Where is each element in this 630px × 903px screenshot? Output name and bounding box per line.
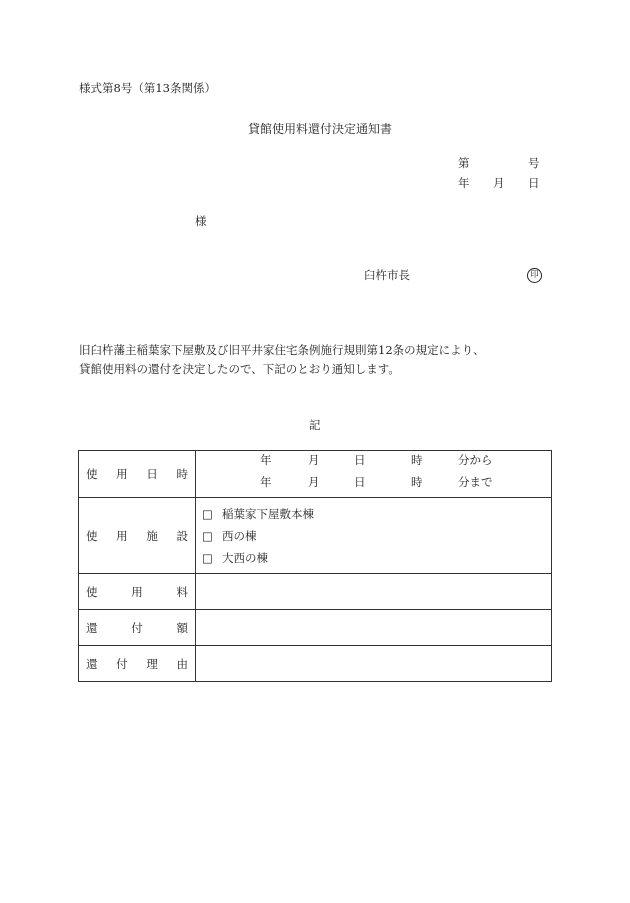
label-char: 使	[86, 528, 98, 543]
label-facility	[79, 528, 195, 544]
label-cell	[79, 498, 196, 574]
label-cell	[79, 451, 196, 498]
dt-minute-to: 分まで	[458, 475, 493, 489]
sender-name: 臼杵市長	[364, 268, 410, 282]
label-char: 付	[131, 620, 143, 635]
dt-year: 年	[260, 475, 272, 489]
label-char: 使	[86, 584, 98, 599]
checkbox-icon[interactable]: □	[202, 506, 213, 521]
number-prefix: 第	[458, 156, 470, 170]
dt-year: 年	[260, 453, 272, 467]
label-refund-amount	[79, 620, 195, 636]
seal-mark	[527, 266, 542, 283]
detail-table	[78, 450, 552, 682]
table-row-facility	[79, 498, 552, 574]
date-month: 月	[493, 176, 505, 190]
date-day: 日	[528, 176, 540, 190]
value-cell-usage-fee[interactable]	[196, 574, 552, 610]
label-char: 付	[116, 656, 128, 671]
label-char: 時	[176, 467, 188, 481]
label-char: 理	[146, 656, 158, 671]
label-char: 由	[176, 656, 188, 671]
label-char: 用	[116, 467, 128, 481]
table-row-usage-datetime	[79, 451, 552, 498]
label-char: 還	[86, 656, 98, 671]
label-cell	[79, 646, 196, 682]
facility-option[interactable]	[196, 503, 551, 525]
number-suffix: 号	[528, 156, 540, 170]
facility-label: 稲葉家下屋敷本棟	[222, 506, 314, 521]
dt-month: 月	[308, 453, 320, 467]
value-cell	[196, 498, 552, 574]
table-row-refund-amount	[79, 610, 552, 646]
checkbox-icon[interactable]: □	[202, 528, 213, 543]
facility-option[interactable]	[196, 547, 551, 569]
datetime-to	[196, 474, 551, 496]
table-row-refund-reason	[79, 646, 552, 682]
label-cell	[79, 574, 196, 610]
label-char: 用	[116, 528, 128, 543]
seal-circle-icon: 印	[527, 268, 542, 283]
dt-day: 日	[354, 453, 366, 467]
label-usage-fee	[79, 584, 195, 600]
ki-heading: 記	[309, 418, 321, 432]
label-char: 設	[176, 528, 188, 543]
dt-hour: 時	[411, 475, 423, 489]
facility-label: 大西の棟	[222, 550, 268, 565]
date-year: 年	[458, 176, 470, 190]
label-char: 還	[86, 620, 98, 635]
value-cell	[196, 451, 552, 498]
label-usage-datetime	[79, 466, 195, 482]
dt-hour: 時	[411, 453, 423, 467]
label-refund-reason	[79, 656, 195, 672]
label-cell	[79, 610, 196, 646]
checkbox-icon[interactable]: □	[202, 550, 213, 565]
form-number: 様式第8号（第13条関係）	[79, 81, 216, 95]
dt-month: 月	[308, 475, 320, 489]
facility-label: 西の棟	[222, 528, 257, 543]
label-char: 用	[131, 584, 143, 599]
table-row-usage-fee	[79, 574, 552, 610]
label-char: 使	[86, 467, 98, 481]
label-char: 料	[176, 584, 188, 599]
body-line-2: 貸館使用料の還付を決定したので、下記のとおり通知します。	[79, 362, 400, 376]
document-title: 貸館使用料還付決定通知書	[248, 122, 393, 136]
label-char: 日	[146, 467, 158, 481]
label-char: 額	[176, 620, 188, 635]
body-line-1: 旧臼杵藩主稲葉家下屋敷及び旧平井家住宅条例施行規則第12条の規定により、	[79, 343, 485, 357]
facility-option[interactable]	[196, 525, 551, 547]
dt-day: 日	[354, 475, 366, 489]
value-cell-refund-amount[interactable]	[196, 610, 552, 646]
label-char: 施	[146, 528, 158, 543]
dt-minute-from: 分から	[458, 453, 493, 467]
datetime-from	[196, 452, 551, 474]
value-cell-refund-reason[interactable]	[196, 646, 552, 682]
recipient-honorific: 様	[195, 214, 207, 228]
